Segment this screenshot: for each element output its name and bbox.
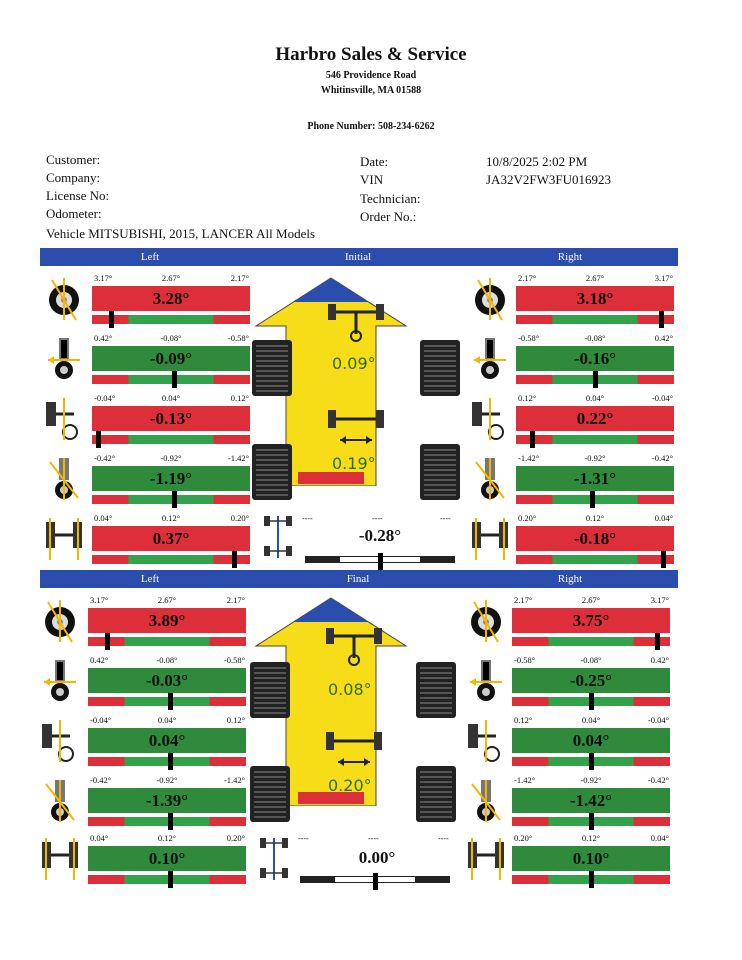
initial-left-caster-strut-icon [44,336,84,382]
final-right-sai-row [512,714,670,770]
range-min: -1.42° [518,453,540,463]
initial-left-toe-wheel-icon [44,516,84,562]
final-right-included-angle-strut-icon [466,778,506,824]
range-max: -0.58° [223,655,245,665]
initial-left-toe-row [92,512,250,568]
date-label: Date: [360,154,389,169]
range-preferred: 2.67° [581,595,601,605]
range-scale [92,512,250,526]
toe-range-bar [512,875,670,884]
initial-left-included-angle-row [92,452,250,508]
company-name: Harbro Sales & Service [275,44,467,65]
final-thrust-car-icon [258,834,294,882]
range-max: 2.17° [226,595,245,605]
range-min: -0.42° [90,775,112,785]
final-right-camber-row [512,594,670,650]
range-min: 3.17° [90,595,109,605]
range-preferred: 2.67° [161,273,181,283]
initial-right-toe-wheel-icon [470,516,510,562]
rear-right-tire-icon [420,444,460,500]
sai-marker [96,431,101,448]
range-scale [88,654,246,668]
included-angle-value: -1.31° [516,466,674,491]
camber-range-bar [512,637,670,646]
front-left-tire-icon [252,340,292,396]
final-right-included-angle-row [512,774,670,830]
range-preferred: -0.08° [160,333,182,343]
final-thrust-dash-2: ---- [368,834,379,843]
final-left-sai-row [88,714,246,770]
range-max: 0.42° [654,333,673,343]
range-max: -0.04° [647,715,669,725]
caster-range-bar [516,375,674,384]
initial-thrust-dash-2: ---- [372,514,383,523]
initial-section-bar [40,248,678,266]
range-max: 0.20° [230,513,249,523]
initial-thrust-value: -0.28° [358,526,402,545]
final-thrust-dash-3: ---- [438,834,449,843]
final-thrust-marker [373,873,378,890]
toe-marker [232,551,237,568]
included-angle-range-bar [88,817,246,826]
sai-marker [530,431,535,448]
initial-left-label: Left [140,251,160,263]
vehicle-label: Vehicle [46,226,85,241]
range-min: -1.42° [514,775,536,785]
range-preferred: -0.08° [580,655,602,665]
final-left-included-angle-row [88,774,246,830]
camber-value: 3.89° [88,608,246,633]
included-angle-marker [589,813,594,830]
range-max: -0.04° [651,393,673,403]
final-right-camber-tire-icon [466,598,506,644]
caster-marker [593,371,598,388]
initial-right-camber-tire-icon [470,276,510,322]
range-preferred: -0.92° [160,453,182,463]
range-preferred: 0.12° [581,833,601,843]
range-min: 0.42° [94,333,113,343]
initial-left-sai-steering-icon [44,396,84,442]
technician-label: Technician: [360,191,421,206]
caster-marker [168,693,173,710]
included-angle-value: -1.42° [512,788,670,813]
date-value: 10/8/2025 2:02 PM [486,154,588,169]
phone-number: 508-234-6262 [377,121,435,132]
customer-label: Customer: [46,152,101,167]
range-max: -0.42° [647,775,669,785]
final-left-toe-row [88,832,246,888]
final-right-toe-row [512,832,670,888]
range-max: 0.12° [226,715,245,725]
final-left-included-angle-strut-icon [40,778,80,824]
range-min: 0.04° [90,833,109,843]
range-min: -0.58° [518,333,540,343]
company-address-line1: 546 Providence Road [325,70,417,81]
range-max: -0.42° [651,453,673,463]
range-min: 0.12° [518,393,537,403]
final-front-total-toe: 0.08° [328,680,372,699]
sai-value: 0.22° [516,406,674,431]
sai-value: -0.13° [92,406,250,431]
sai-marker [589,753,594,770]
final-center-label: Final [346,573,370,585]
range-preferred: 2.67° [585,273,605,283]
range-preferred: 0.04° [161,393,181,403]
initial-left-camber-tire-icon [44,276,84,322]
caster-marker [589,693,594,710]
caster-value: -0.16° [516,346,674,371]
final-left-sai-steering-icon [40,718,80,764]
final-front-axle-icon [324,624,384,666]
range-preferred: -0.92° [156,775,178,785]
range-scale [512,594,670,608]
range-max: -0.58° [227,333,249,343]
included-angle-marker [168,813,173,830]
camber-marker [659,311,664,328]
camber-range-bar [88,637,246,646]
range-max: -1.42° [223,775,245,785]
initial-front-axle-icon [326,300,386,342]
range-scale [88,714,246,728]
final-right-caster-row [512,654,670,710]
sai-value: 0.04° [88,728,246,753]
vin-value: JA32V2FW3FU016923 [486,172,611,187]
range-scale [516,392,674,406]
initial-thrust-track [305,556,455,563]
caster-value: -0.25° [512,668,670,693]
camber-marker [109,311,114,328]
order-label: Order No.: [360,209,417,224]
final-front-left-tire-icon [250,662,290,718]
range-min: -0.42° [94,453,116,463]
toe-marker [661,551,666,568]
included-angle-marker [590,491,595,508]
initial-thrust-marker [378,553,383,570]
rear-left-tire-icon [252,444,292,500]
caster-range-bar [88,697,246,706]
range-preferred: 2.67° [157,595,177,605]
range-scale [92,332,250,346]
final-left-toe-wheel-icon [40,836,80,882]
caster-value: -0.09° [92,346,250,371]
range-preferred: -0.08° [584,333,606,343]
toe-value: 0.10° [512,846,670,871]
range-scale [512,832,670,846]
range-max: 2.17° [230,273,249,283]
final-right-label: Right [557,573,583,585]
vin-label: VIN [360,172,384,187]
camber-value: 3.18° [516,286,674,311]
final-rear-right-tire-icon [416,766,456,822]
license-label: License No: [46,188,110,203]
included-angle-range-bar [516,495,674,504]
initial-thrust-car-icon [262,512,298,560]
range-preferred: -0.08° [156,655,178,665]
included-angle-value: -1.39° [88,788,246,813]
toe-range-bar [516,555,674,564]
initial-right-camber-row [516,272,674,328]
caster-range-bar [92,375,250,384]
range-max: 0.20° [226,833,245,843]
range-min: 0.04° [94,513,113,523]
initial-right-toe-row [516,512,674,568]
range-max: 3.17° [654,273,673,283]
final-left-camber-tire-icon [40,598,80,644]
range-preferred: 0.04° [585,393,605,403]
camber-value: 3.28° [92,286,250,311]
initial-left-included-angle-strut-icon [44,456,84,502]
final-rear-axle-icon [324,728,384,770]
range-preferred: 0.12° [157,833,177,843]
initial-thrust-dash-3: ---- [440,514,451,523]
range-max: 0.04° [654,513,673,523]
initial-rear-axle-icon [326,406,386,448]
camber-range-bar [92,315,250,324]
range-max: 0.42° [650,655,669,665]
final-left-caster-row [88,654,246,710]
initial-right-sai-row [516,392,674,448]
final-right-toe-wheel-icon [466,836,506,882]
toe-value: 0.10° [88,846,246,871]
toe-range-bar [92,555,250,564]
company-label: Company: [46,170,101,185]
camber-marker [105,633,110,650]
range-scale [92,272,250,286]
sai-range-bar [88,757,246,766]
range-scale [92,392,250,406]
range-min: -0.04° [94,393,116,403]
final-front-right-tire-icon [416,662,456,718]
sai-marker [168,753,173,770]
included-angle-marker [172,491,177,508]
range-min: 3.17° [94,273,113,283]
camber-marker [655,633,660,650]
sai-range-bar [516,435,674,444]
range-preferred: -0.92° [580,775,602,785]
range-min: -0.58° [514,655,536,665]
toe-value: -0.18° [516,526,674,551]
toe-marker [168,871,173,888]
range-scale [88,832,246,846]
range-scale [512,714,670,728]
range-max: -1.42° [227,453,249,463]
final-right-caster-strut-icon [466,658,506,704]
included-angle-range-bar [512,817,670,826]
range-min: 0.20° [518,513,537,523]
initial-front-total-toe: 0.09° [332,354,376,373]
final-thrust-dash-1: ---- [298,834,309,843]
range-min: 2.17° [514,595,533,605]
final-left-label: Left [140,573,160,585]
range-scale [516,332,674,346]
range-scale [516,452,674,466]
initial-rear-total-toe: 0.19° [332,454,376,473]
range-preferred: -0.92° [584,453,606,463]
final-left-caster-strut-icon [40,658,80,704]
final-thrust-value: 0.00° [358,848,396,867]
toe-value: 0.37° [92,526,250,551]
initial-center-label: Initial [344,251,372,263]
toe-marker [589,871,594,888]
initial-right-sai-steering-icon [470,396,510,442]
sai-range-bar [92,435,250,444]
final-rear-left-tire-icon [250,766,290,822]
final-rear-total-toe: 0.20° [328,776,372,795]
camber-value: 3.75° [512,608,670,633]
range-scale [516,512,674,526]
company-phone [0,121,742,132]
range-min: 0.12° [514,715,533,725]
range-preferred: 0.04° [157,715,177,725]
front-right-tire-icon [420,340,460,396]
range-preferred: 0.04° [581,715,601,725]
initial-right-caster-row [516,332,674,388]
initial-right-included-angle-strut-icon [470,456,510,502]
caster-marker [172,371,177,388]
range-scale [512,654,670,668]
initial-right-label: Right [557,251,583,263]
range-preferred: 0.12° [161,513,181,523]
initial-left-caster-row [92,332,250,388]
range-scale [88,594,246,608]
vehicle-value: MITSUBISHI, 2015, LANCER All Models [88,226,316,241]
toe-range-bar [88,875,246,884]
sai-range-bar [512,757,670,766]
camber-range-bar [516,315,674,324]
range-preferred: 0.12° [585,513,605,523]
company-address-line2: Whitinsville, MA 01588 [320,85,422,96]
caster-value: -0.03° [88,668,246,693]
range-max: 0.12° [230,393,249,403]
initial-right-included-angle-row [516,452,674,508]
caster-range-bar [512,697,670,706]
final-thrust-track [300,876,450,883]
initial-left-sai-row [92,392,250,448]
odometer-label: Odometer: [46,206,102,221]
range-min: 0.20° [514,833,533,843]
initial-right-caster-strut-icon [470,336,510,382]
range-scale [92,452,250,466]
range-min: 0.42° [90,655,109,665]
included-angle-range-bar [92,495,250,504]
range-max: 0.04° [650,833,669,843]
final-right-sai-steering-icon [466,718,506,764]
initial-thrust-dash-1: ---- [302,514,313,523]
final-section-bar [40,570,678,588]
included-angle-value: -1.19° [92,466,250,491]
phone-label: Phone Number: [307,121,376,132]
vehicle-line [46,226,315,242]
range-min: 2.17° [518,273,537,283]
final-left-camber-row [88,594,246,650]
range-scale [516,272,674,286]
sai-value: 0.04° [512,728,670,753]
initial-left-camber-row [92,272,250,328]
range-min: -0.04° [90,715,112,725]
range-max: 3.17° [650,595,669,605]
range-scale [512,774,670,788]
range-scale [88,774,246,788]
